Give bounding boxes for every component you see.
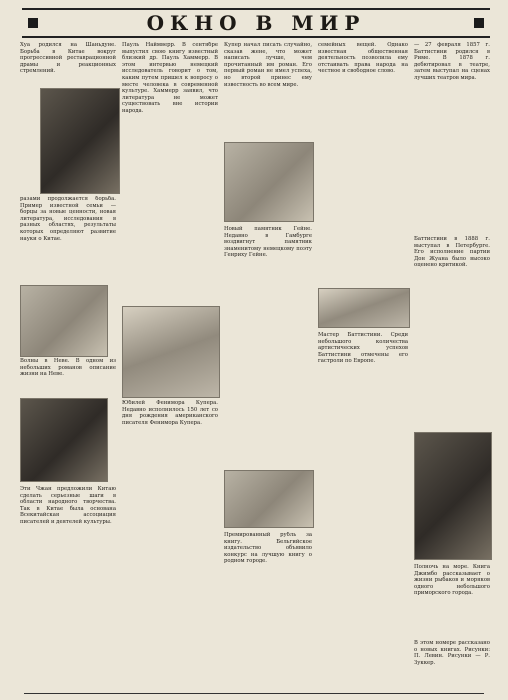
masthead-bar [22, 8, 490, 38]
column-4: семейных вещей. Однако известная общественная деятельность позволила ему отстаивать права народа на честное и свободное слово. [318, 42, 408, 75]
footer-rule [24, 693, 484, 694]
column-2: Пауль Наймверр. В сентябре выпустил свою книгу известный близкий др. Пауль Хаммерр. В этом интервью немецкий исследователь говорит о том, каким путем пришел к вопросу о месте человека в современной культуре. Хаммерр заявил, что литература не может существовать вне истории народа. [122, 42, 218, 114]
column-3: Купер начал писать случайно, сказав жене, что может написать лучше, чем прочитанный им роман. Его первый роман не имел успеха, но второй принес ему известность во всем мире. [224, 42, 312, 88]
masthead-title: ОКНО В МИР [146, 11, 366, 35]
column-1-low: Эти Чжан предложили Китаю сделать серьезные шаги в области народного творчества. Так в Китае была основана Всекитайская ассоциация писателей и деятелей культуры. [20, 486, 116, 525]
portrait-photo-4 [224, 142, 314, 222]
bottom-photo [224, 470, 314, 528]
column-5-end: В этом номере рассказано о новых книгах. Рисунки: П. Левин. Рисунки — Р. Зуккер. [414, 640, 490, 666]
column-3-low: Премированный рубль за книгу. Бельгийское издательство объявило конкурс на лучшую книгу о родном городе. [224, 532, 312, 565]
column-5-mid: Баттистини в 1888 г. выступал в Петербурге. Его исполнение партии Дон Жуана было высоко оценено критикой. [414, 236, 490, 269]
column-3-mid: Новый памятник Гейне. Недавно в Гамбурге воздвигнут памятник знаменитому немецкому поэту Генриху Гейне. [224, 226, 312, 259]
column-4-mid: Мастер Баттистини. Среди небольшого количества артистических успехов Баттистини отмечены его гастроли по Европе. [318, 332, 408, 365]
portrait-photo-1 [40, 88, 120, 194]
column-5-low: Полночь на море. Книга Джимбо рассказывает о жизни рыбаков и моряков одного небольшого приморского города. [414, 564, 490, 597]
column-1-b: Волны в Неве. В одном из небольших романов описание жизни на Неве. [20, 358, 116, 378]
column-2-low: Юбилей Фенимора Купера. Недавно исполнилось 150 лет со дня рождения американского писателя Фенимора Купера. [122, 400, 218, 426]
masthead-square-icon [474, 18, 484, 28]
portrait-photo-5 [318, 288, 410, 328]
column-1-mid: разами продолжается борьба. Пример известной семьи — борцы за новые ценности, новая литература, исследования в разных областях, результаты которых определяют развитие науки о Китае. [20, 196, 116, 242]
column-5: — 27 февраля 1857 г. Баттистини родился в Риме. В 1878 г. дебютировал в театре, затем выступал на сценах лучших театров мира. [414, 42, 490, 81]
monument-photo [122, 306, 220, 398]
column-1-top: Хуа родился на Шаньдуне. Борьба в Китае вокруг прогрессивной реставрационной драмы и реакционных стремлений. [20, 42, 116, 75]
portrait-photo-2 [20, 285, 108, 357]
portrait-photo-6 [414, 432, 492, 560]
portrait-photo-3 [20, 398, 108, 482]
masthead-square-icon [28, 18, 38, 28]
